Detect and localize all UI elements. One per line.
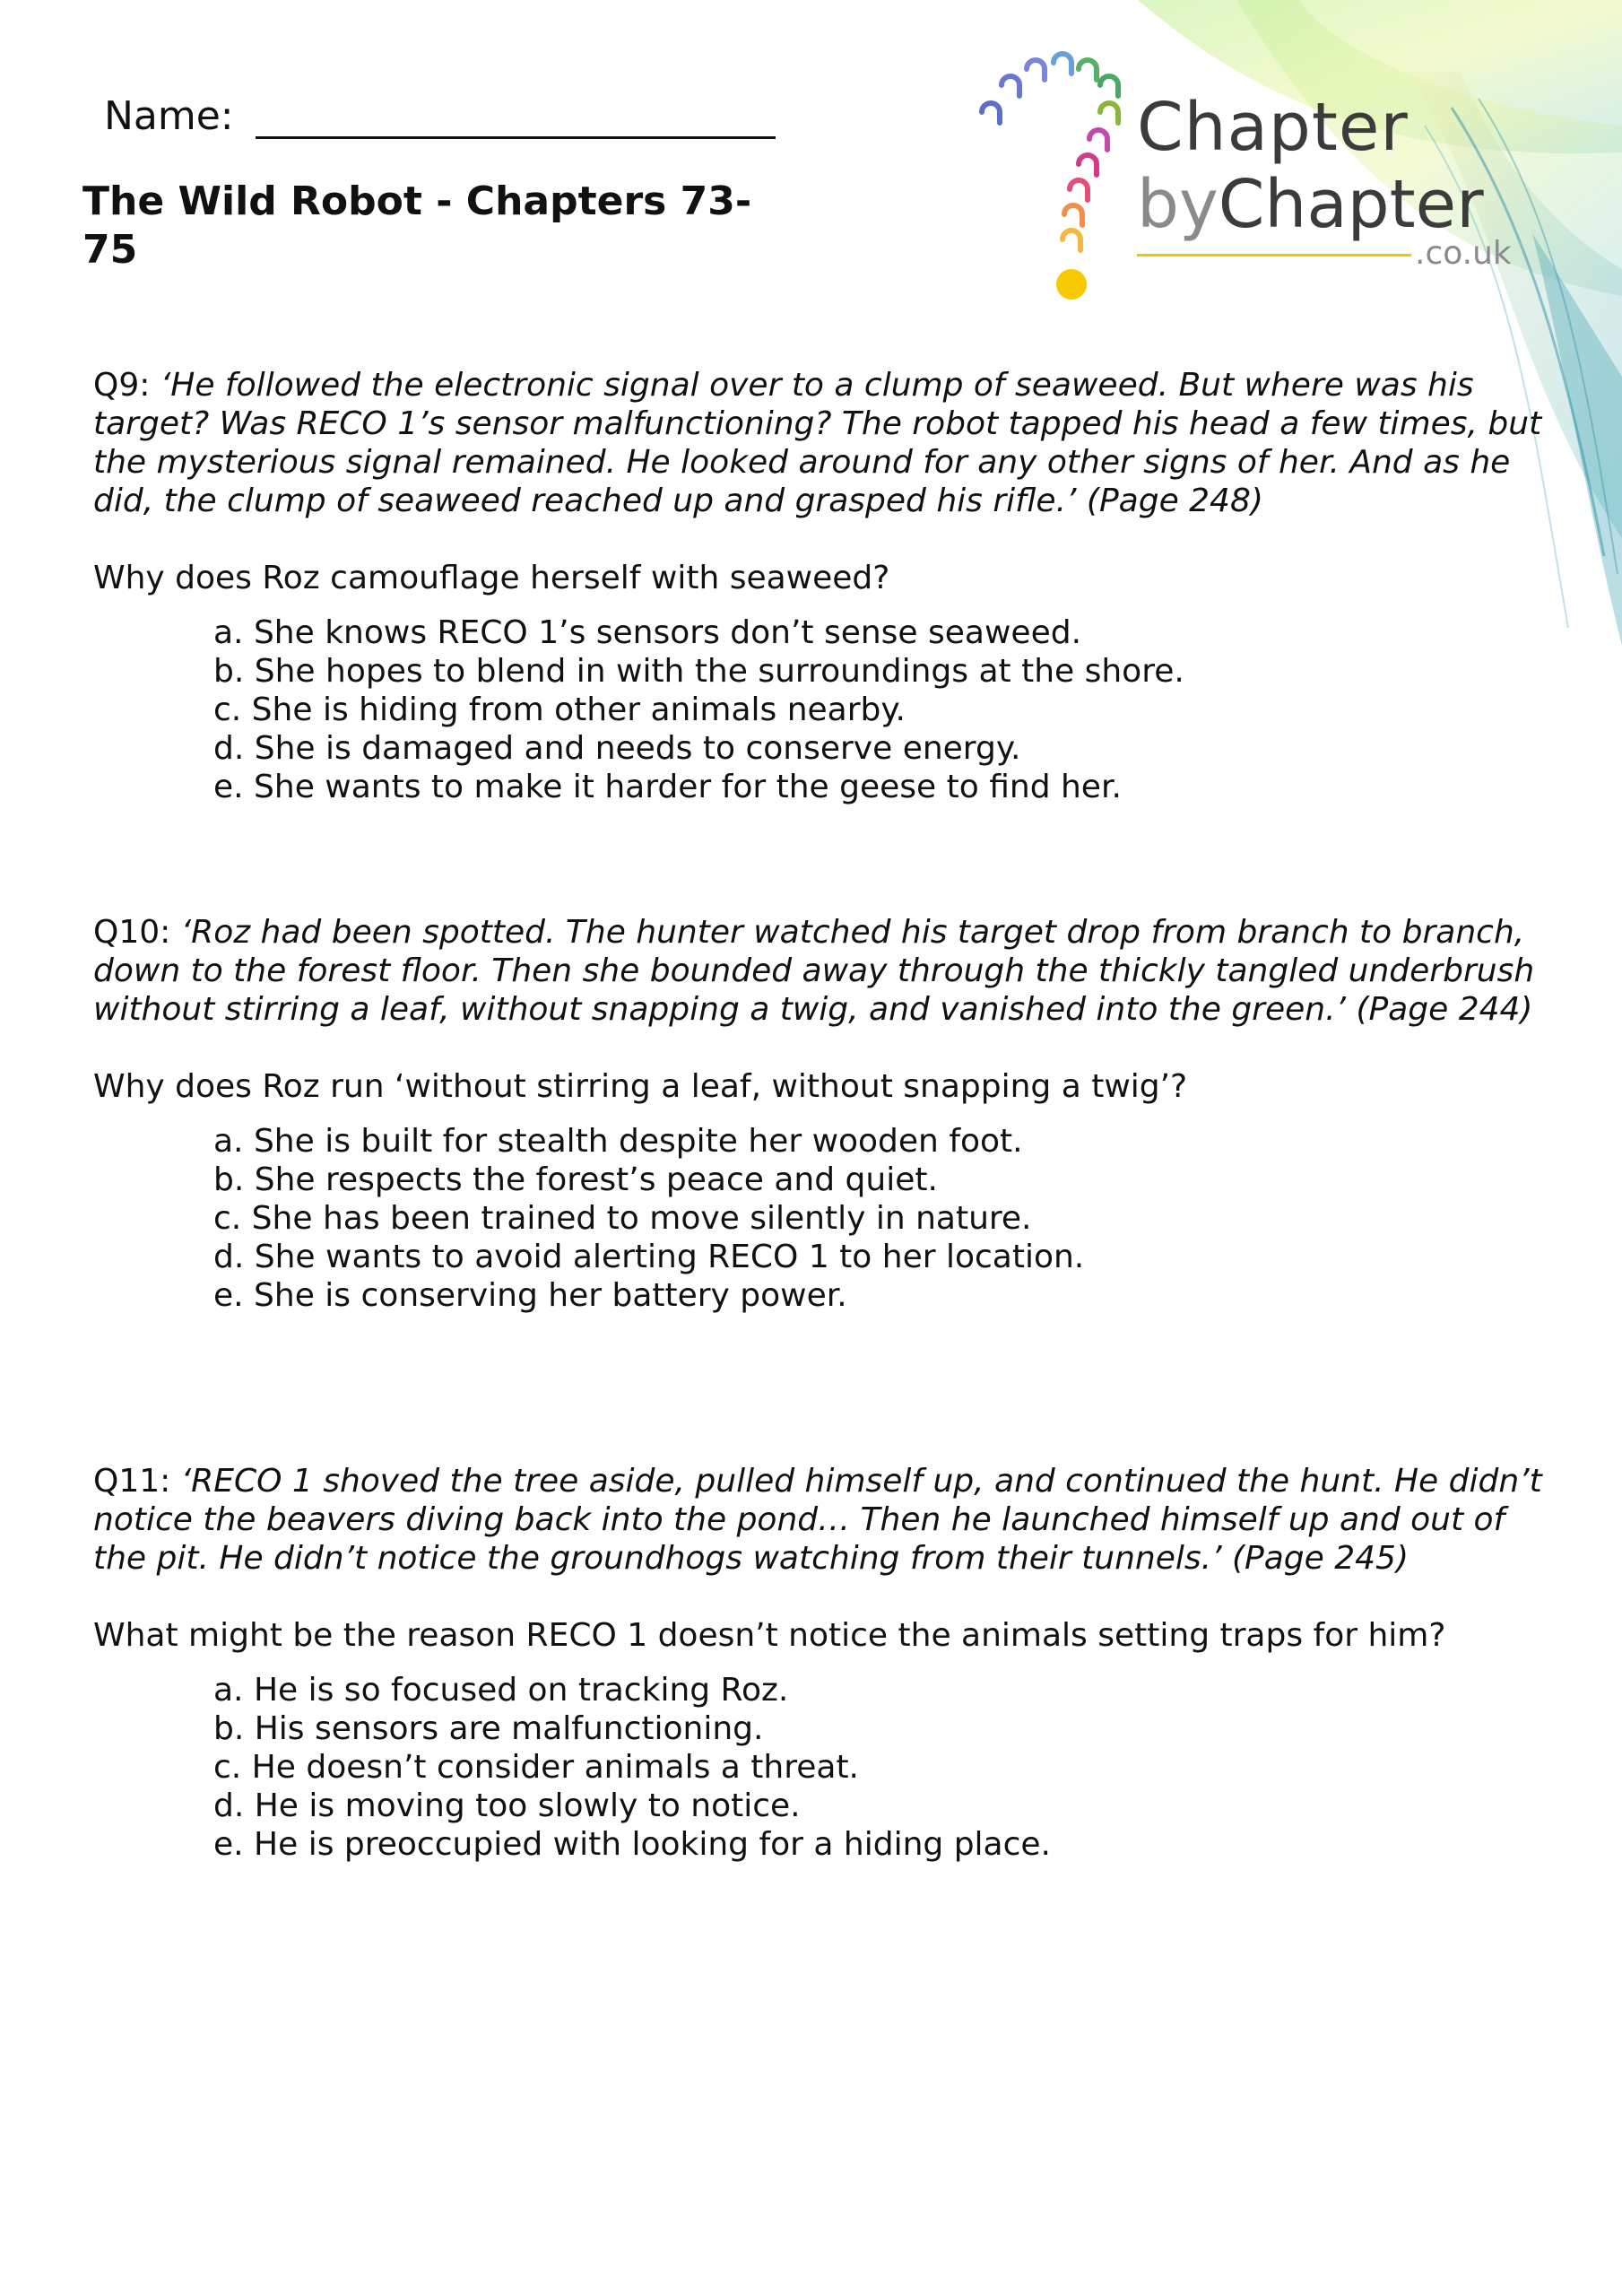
answer-option[interactable]: b. She respects the forest’s peace and quiet. xyxy=(213,1161,938,1198)
logo-dot-icon xyxy=(1056,269,1087,300)
answer-option[interactable]: b. His sensors are malfunctioning. xyxy=(213,1710,764,1747)
name-blank-line[interactable] xyxy=(256,100,776,139)
answer-option[interactable]: a. He is so focused on tracking Roz. xyxy=(213,1672,789,1709)
answer-option[interactable]: a. She knows RECO 1’s sensors don’t sense seaweed. xyxy=(213,614,1082,651)
question-number: Q11: xyxy=(93,1463,171,1500)
question-quote: ‘RECO 1 shoved the tree aside, pulled himself up, and continued the hunt. He didn’t notice the beavers diving back into the pond… Then he launched himself up and out of the pit. He didn’t notice the groundhogs watching from their tunnels.’ (Page 245) xyxy=(93,1463,1542,1577)
answer-option[interactable]: d. She wants to avoid alerting RECO 1 to her location. xyxy=(213,1239,1085,1275)
question-quote: ‘He followed the electronic signal over to a clump of seaweed. But where was his target? Was RECO 1’s sensor malfunctioning? The robot tapped his head a few times, but the mysterious signal remained. He looked around for any other signs of her. And as he did, the clump of seaweed reached up and grasped his rifle.’ (Page 248) xyxy=(93,367,1542,519)
name-field-row xyxy=(104,93,776,139)
question-prompt: What might be the reason RECO 1 doesn’t notice the animals setting traps for him? xyxy=(93,1617,1446,1654)
question-passage xyxy=(93,366,1546,520)
answer-options xyxy=(93,1671,1546,1864)
worksheet-title: The Wild Robot - Chapters 73-75 xyxy=(82,178,752,273)
question-passage xyxy=(93,913,1546,1029)
logo-by: by xyxy=(1137,166,1219,243)
answer-option[interactable]: e. She is conserving her battery power. xyxy=(213,1277,847,1314)
answer-option[interactable]: c. He doesn’t consider animals a threat. xyxy=(213,1749,859,1786)
question-passage xyxy=(93,1462,1546,1578)
logo-line-chapter: Chapter xyxy=(1137,89,1409,166)
question-quote: ‘Roz had been spotted. The hunter watched his target drop from branch to branch, down to the forest floor. Then she bounded away through the thickly tangled underbrush without stirring a leaf, without snapping a twig, and vanished into the green.’ (Page 244) xyxy=(93,914,1535,1028)
question-11 xyxy=(93,1462,1546,1864)
answer-options xyxy=(93,613,1546,806)
question-prompt: Why does Roz run ‘without stirring a leaf, without snapping a twig’? xyxy=(93,1068,1188,1105)
answer-option[interactable]: e. He is preoccupied with looking for a hiding place. xyxy=(213,1826,1051,1863)
question-9 xyxy=(93,366,1546,806)
logo-underline xyxy=(1137,254,1411,257)
answer-option[interactable]: b. She hopes to blend in with the surroundings at the shore. xyxy=(213,653,1184,690)
question-prompt: Why does Roz camouflage herself with seaweed? xyxy=(93,560,890,596)
answer-option[interactable]: c. She has been trained to move silently in nature. xyxy=(213,1200,1032,1237)
logo-chapter-2: Chapter xyxy=(1218,166,1484,243)
answer-option[interactable]: a. She is built for stealth despite her wooden foot. xyxy=(213,1123,1023,1160)
logo-domain: .co.uk xyxy=(1415,235,1512,272)
logo-wordmark xyxy=(1137,89,1484,243)
logo-line-bychapter xyxy=(1137,166,1484,243)
question-number: Q9: xyxy=(93,367,151,404)
answer-option[interactable]: d. She is damaged and needs to conserve energy. xyxy=(213,730,1021,767)
answer-option[interactable]: c. She is hiding from other animals nearby. xyxy=(213,691,906,728)
question-number: Q10: xyxy=(93,914,171,951)
answer-option[interactable]: d. He is moving too slowly to notice. xyxy=(213,1787,801,1824)
answer-option[interactable]: e. She wants to make it harder for the geese to find her. xyxy=(213,769,1122,805)
question-10 xyxy=(93,913,1546,1315)
answer-options xyxy=(93,1122,1546,1315)
name-label: Name: xyxy=(104,93,234,139)
